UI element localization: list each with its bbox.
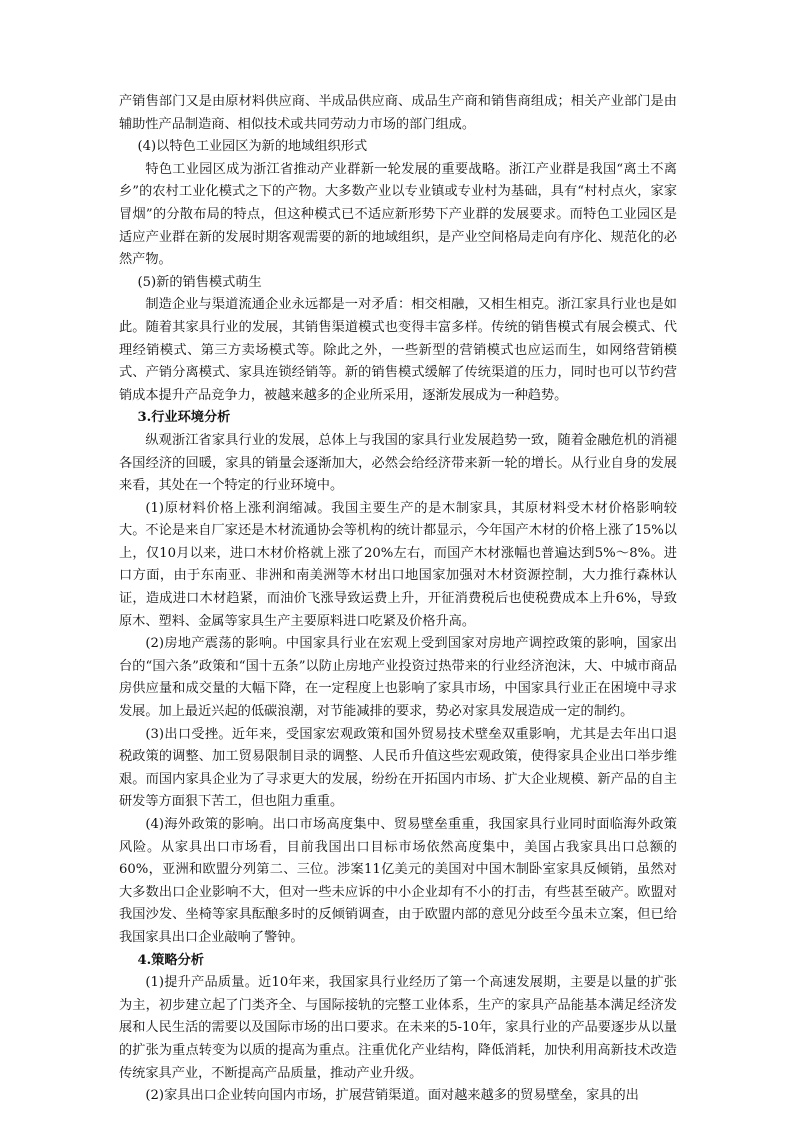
document-body	[119, 91, 677, 1108]
paragraph-8: (2)房地产震荡的影响。中国家具行业在宏观上受到国家对房地产调控政策的影响，国家出台的“国六条”政策和“国十五条”以防止房地产业投资过热带来的行业经济泡沫，大、中城市商品房供应量和成交量的大幅下降，在一定程度上也影响了家具市场，中国家具行业正在困境中寻求发展。加上最近兴起的低碳浪潮，对节能减排的要求，势必对家具发展造成一定的制约。	[119, 636, 677, 720]
paragraph-0: 产销售部门又是由原材料供应商、半成品供应商、成品生产商和销售商组成；相关产业部门是由辅助性产品制造商、相似技术或共同劳动力市场的部门组成。	[119, 94, 677, 132]
paragraph-9: (3)出口受挫。近年来，受国家宏观政策和国外贸易技术壁垒双重影响，尤其是去年出口退税政策的调整、加工贸易限制目录的调整、人民币升值这些宏观政策，使得家具企业出口举步维艰。而国内家具企业为了寻求更大的发展，纷纷在开拓国内市场、扩大企业规模、新产品的自主研发等方面狠下苦工，但也阻力重重。	[119, 726, 677, 810]
paragraph-2: 特色工业园区成为浙江省推动产业群新一轮发展的重要战略。浙江产业群是我国“离土不离乡”的农村工业化模式之下的产物。大多数产业以专业镇或专业村为基础，具有“村村点火，家家冒烟”的分散布局的特点，但这种模式已不适应新形势下产业群的发展要求。而特色工业园区是适应产业群在新的发展时期客观需要的新的地域组织，是产业空间格局走向有序化、规范化的必然产物。	[119, 161, 677, 268]
subheading-5: (5)新的销售模式萌生	[137, 274, 262, 290]
paragraph-12: (1)提升产品质量。近10年来，我国家具行业经历了第一个高速发展期，主要是以量的扩张为主，初步建立起了门类齐全、与国际接轨的完整工业体系，生产的家具产品能基本满足经济发展和人民生活的需要以及国际市场的出口要求。在未来的5-10年，家具行业的产品要逐步从以量的扩张为重点转变为以质的提高为重点。注重优化产业结构，降低消耗，加快利用高新技术改造传统家具产业，不断提高产品质量，推动产业升级。	[119, 975, 677, 1081]
section-heading-4: 4.策略分析	[137, 952, 204, 968]
subheading-4: (4)以特色工业园区为新的地域组织形式	[137, 139, 368, 155]
paragraph-4: 制造企业与渠道流通企业永远都是一对矛盾：相交相融，又相生相克。浙江家具行业也是如此。随着其家具行业的发展，其销售渠道模式也变得丰富多样。传统的销售模式有展会模式、代理经销模式、第三方卖场模式等。除此之外，一些新型的营销模式也应运而生，如网络营销模式、产销分离模式、家具连锁经销等。新的销售模式缓解了传统渠道的压力，同时也可以节约营销成本提升产品竞争力，被越来越多的企业所采用，逐渐发展成为一种趋势。	[119, 297, 677, 403]
paragraph-7: (1)原材料价格上涨利润缩减。我国主要生产的是木制家具，其原材料受木材价格影响较大。不论是来自厂家还是木材流通协会等机构的统计都显示，今年国产木材的价格上涨了15%以上，仅10月以来，进口木材价格就上涨了20%左右，而国产木材涨幅也普遍达到5%～8%。进口方面，由于东南亚、非洲和南美洲等木材出口地国家加强对木材资源控制，大力推行森林认证，造成进口木材趋紧，而油价飞涨导致运费上升，开征消费税后也使税费成本上升6%，导致原木、塑料、金属等家具生产主要原料进口吃紧及价格升高。	[119, 500, 677, 629]
paragraph-13: (2)家具出口企业转向国内市场，扩展营销渠道。面对越来越多的贸易壁垒，家具的出	[145, 1088, 639, 1104]
paragraph-6: 纵观浙江省家具行业的发展，总体上与我国的家具行业发展趋势一致，随着金融危机的消褪各国经济的回暖，家具的销量会逐渐加大，必然会给经济带来新一轮的增长。从行业自身的发展来看，其处在一个特定的行业环境中。	[119, 432, 677, 494]
paragraph-10: (4)海外政策的影响。出口市场高度集中、贸易壁垒重重，我国家具行业同时面临海外政策风险。从家具出口市场看，目前我国出口目标市场依然高度集中，美国占我家具出口总额的60%，亚洲和欧盟分列第二、三位。涉案11亿美元的美国对中国木制卧室家具反倾销，虽然对大多数出口企业影响不大，但对一些未应诉的中小企业却有不小的打击，有些甚至破产。欧盟对我国沙发、坐椅等家具酝酿多时的反倾销调查，由于欧盟内部的意见分歧至今虽未立案，但已给我国家具出口企业敲响了警钟。	[119, 817, 677, 945]
section-heading-3: 3.行业环境分析	[137, 410, 231, 426]
